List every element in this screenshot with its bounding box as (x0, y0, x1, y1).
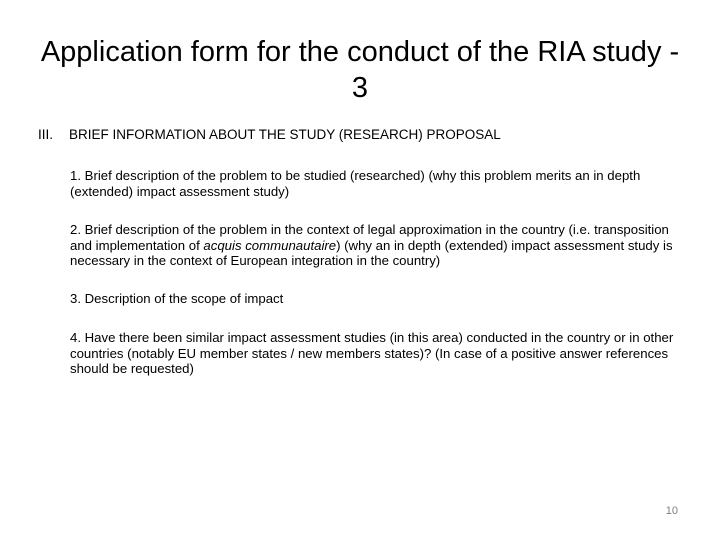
question-item-2-italic-term: acquis communautaire (203, 237, 337, 253)
page-number: 10 (665, 505, 678, 517)
question-item-2-text-before: 2. Brief description of the problem in the context of legal approximation in the country (i.e. transposition and implementation of (70, 222, 669, 253)
question-item-2-text-after: ) (why an in depth (extended) impact assessment study is necessary in the context of European integration in the country) (70, 237, 673, 268)
question-item-4: 4. Have there been similar impact assessment studies (in this area) conducted in the country or in other countries (notably EU member states / new members states)? (In case of a positive answer references should be requested) (70, 330, 674, 376)
section-number: III. (38, 127, 54, 142)
section-heading (38, 127, 688, 143)
section-heading-text: BRIEF INFORMATION ABOUT THE STUDY (RESEARCH) PROPOSAL (69, 127, 501, 142)
question-item-3: 3. Description of the scope of impact (70, 291, 284, 306)
question-item-2 (70, 222, 685, 269)
question-item-1: 1. Brief description of the problem to be studied (researched) (why this problem merits an in depth (extended) impact assessment study) (70, 168, 641, 199)
slide-title: Application form for the conduct of the RIA study - 3 (40, 36, 680, 104)
